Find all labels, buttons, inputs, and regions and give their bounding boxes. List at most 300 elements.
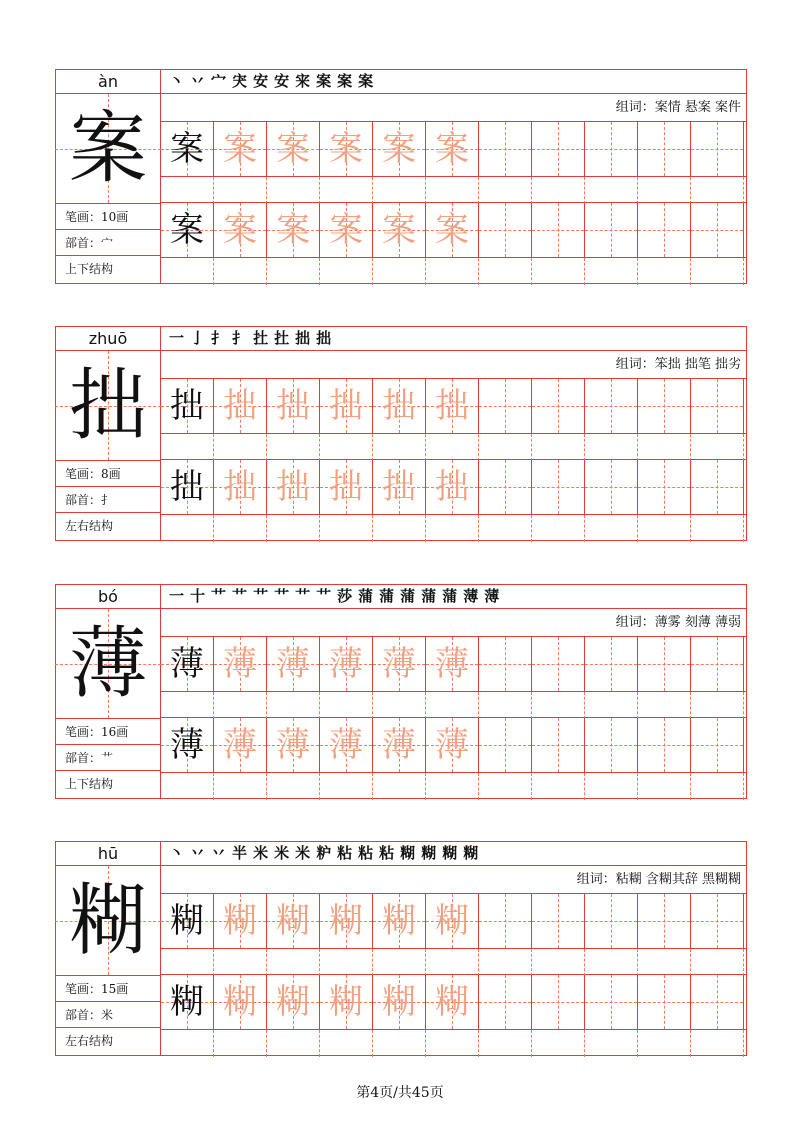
stroke-step: 蒲: [421, 587, 437, 605]
strip-cell[interactable]: [585, 949, 638, 976]
stroke-step: 扗: [274, 329, 290, 347]
practice-cell[interactable]: [373, 460, 426, 514]
stroke-step: 米: [295, 844, 311, 862]
practice-model-char: 薄: [170, 644, 204, 684]
practice-model-char: 案: [170, 129, 204, 169]
radical: 部首：宀: [55, 230, 161, 256]
practice-strip: [161, 948, 747, 975]
trace-char: 糊: [329, 982, 363, 1022]
practice-cell[interactable]: [161, 637, 214, 691]
practice-cell[interactable]: [214, 203, 267, 257]
strip-cell[interactable]: [267, 692, 320, 719]
trace-char: 案: [223, 210, 257, 250]
strip-cell[interactable]: [373, 177, 426, 204]
practice-cell[interactable]: [638, 637, 691, 691]
model-character: 糊: [68, 876, 147, 966]
stroke-step: 糊: [421, 844, 437, 862]
strip-cell[interactable]: [532, 177, 585, 204]
practice-cell[interactable]: [638, 122, 691, 176]
stroke-count: 笔画：10画: [55, 204, 161, 230]
character-info-panel: [55, 69, 161, 284]
strip-cell[interactable]: [691, 434, 744, 461]
stroke-step: 案: [358, 72, 374, 90]
strip-cell[interactable]: [267, 177, 320, 204]
practice-cell[interactable]: [267, 975, 320, 1029]
practice-cell[interactable]: [214, 379, 267, 433]
practice-cell[interactable]: [320, 718, 373, 772]
practice-cell[interactable]: [214, 718, 267, 772]
strip-cell[interactable]: [479, 515, 532, 542]
practice-cell[interactable]: [267, 203, 320, 257]
stroke-step: 扌: [232, 329, 248, 347]
practice-row: [161, 203, 747, 284]
trace-char: 糊: [223, 901, 257, 941]
stroke-step: 丶: [169, 72, 185, 90]
stroke-count: 笔画：8画: [55, 461, 161, 487]
practice-cell[interactable]: [214, 460, 267, 514]
practice-cell[interactable]: [691, 379, 744, 433]
strip-cell[interactable]: [161, 177, 214, 204]
stroke-step: 艹: [316, 587, 332, 605]
trace-char: 案: [435, 129, 469, 169]
practice-strip: [161, 433, 747, 460]
character-info-panel: [55, 841, 161, 1056]
strip-cell[interactable]: [161, 1030, 214, 1057]
strip-cell[interactable]: [691, 949, 744, 976]
strip-cell[interactable]: [161, 773, 214, 800]
practice-cell[interactable]: [267, 122, 320, 176]
trace-char: 拙: [435, 386, 469, 426]
trace-char: 薄: [329, 725, 363, 765]
practice-cell[interactable]: [267, 460, 320, 514]
practice-model-char: 案: [170, 210, 204, 250]
practice-strip: [161, 691, 747, 718]
word-examples-label: 组词：: [615, 100, 655, 115]
stroke-order: [161, 69, 747, 94]
stroke-step: 丷: [190, 72, 206, 90]
strip-cell[interactable]: [161, 692, 214, 719]
strip-cell[interactable]: [479, 1030, 532, 1057]
practice-cell[interactable]: [214, 122, 267, 176]
practice-cell[interactable]: [161, 894, 214, 948]
strip-cell[interactable]: [532, 949, 585, 976]
strip-cell[interactable]: [638, 773, 691, 800]
practice-cell[interactable]: [638, 203, 691, 257]
strip-cell[interactable]: [691, 258, 744, 285]
trace-char: 薄: [329, 644, 363, 684]
practice-cell[interactable]: [479, 894, 532, 948]
practice-cell[interactable]: [426, 718, 479, 772]
practice-cell[interactable]: [214, 894, 267, 948]
practice-cell[interactable]: [479, 379, 532, 433]
word-examples-text: 薄雾 刻薄 薄弱: [654, 615, 741, 630]
strip-cell[interactable]: [426, 515, 479, 542]
strip-cell[interactable]: [267, 949, 320, 976]
practice-cell[interactable]: [585, 637, 638, 691]
practice-cell[interactable]: [426, 894, 479, 948]
stroke-step: 艹: [253, 587, 269, 605]
stroke-step: 米: [274, 844, 290, 862]
trace-char: 案: [382, 210, 416, 250]
practice-cell[interactable]: [373, 975, 426, 1029]
practice-cell[interactable]: [214, 637, 267, 691]
practice-cell[interactable]: [479, 203, 532, 257]
strip-cell[interactable]: [214, 258, 267, 285]
strip-cell[interactable]: [214, 515, 267, 542]
stroke-step: 丶: [169, 844, 185, 862]
practice-cell[interactable]: [320, 460, 373, 514]
stroke-count: 笔画：16画: [55, 719, 161, 745]
strip-cell[interactable]: [320, 692, 373, 719]
strip-cell[interactable]: [638, 692, 691, 719]
practice-row: [161, 894, 747, 975]
practice-cell[interactable]: [373, 637, 426, 691]
trace-char: 薄: [435, 725, 469, 765]
stroke-step: 宩: [295, 72, 311, 90]
trace-char: 薄: [435, 644, 469, 684]
pinyin: àn: [55, 69, 161, 94]
stroke-step: 丷: [190, 844, 206, 862]
strip-cell[interactable]: [214, 1030, 267, 1057]
practice-cell[interactable]: [638, 718, 691, 772]
strip-cell[interactable]: [373, 515, 426, 542]
practice-cell[interactable]: [320, 975, 373, 1029]
practice-model-char: 糊: [170, 982, 204, 1022]
practice-strip: [161, 1029, 747, 1056]
stroke-step: 薄: [484, 587, 500, 605]
practice-cell[interactable]: [638, 894, 691, 948]
stroke-count: 笔画：15画: [55, 976, 161, 1002]
stroke-step: 一: [169, 587, 185, 605]
practice-cell[interactable]: [638, 379, 691, 433]
practice-cell[interactable]: [585, 718, 638, 772]
strip-cell[interactable]: [479, 692, 532, 719]
strip-cell[interactable]: [161, 949, 214, 976]
stroke-step: 艹: [211, 587, 227, 605]
strip-cell[interactable]: [638, 258, 691, 285]
practice-cell[interactable]: [373, 894, 426, 948]
strip-cell[interactable]: [161, 434, 214, 461]
strip-cell[interactable]: [479, 773, 532, 800]
word-examples-label: 组词：: [576, 872, 616, 887]
strip-cell[interactable]: [373, 434, 426, 461]
practice-cell[interactable]: [532, 203, 585, 257]
model-character: 案: [68, 104, 147, 194]
strip-cell[interactable]: [638, 949, 691, 976]
stroke-step: 亅: [190, 329, 206, 347]
practice-cell[interactable]: [161, 718, 214, 772]
character-info-panel: [55, 326, 161, 541]
practice-cell[interactable]: [532, 894, 585, 948]
practice-row: [161, 718, 747, 799]
model-character-box: [55, 866, 161, 976]
practice-cell[interactable]: [532, 122, 585, 176]
strip-cell[interactable]: [320, 177, 373, 204]
strip-cell[interactable]: [638, 177, 691, 204]
strip-cell[interactable]: [267, 434, 320, 461]
trace-char: 案: [276, 129, 310, 169]
strip-cell[interactable]: [267, 515, 320, 542]
stroke-step: 扗: [253, 329, 269, 347]
practice-cell[interactable]: [426, 460, 479, 514]
practice-strip: [161, 514, 747, 541]
strip-cell[interactable]: [373, 258, 426, 285]
strip-cell[interactable]: [532, 258, 585, 285]
practice-cell[interactable]: [373, 718, 426, 772]
strip-cell[interactable]: [214, 434, 267, 461]
model-character-box: [55, 609, 161, 719]
model-character-box: [55, 94, 161, 204]
pinyin: zhuō: [55, 326, 161, 351]
practice-model-char: 拙: [170, 467, 204, 507]
strip-cell[interactable]: [426, 949, 479, 976]
practice-cell[interactable]: [161, 122, 214, 176]
strip-cell[interactable]: [267, 258, 320, 285]
strip-cell[interactable]: [161, 258, 214, 285]
word-examples-label: 组词：: [615, 615, 655, 630]
strip-cell[interactable]: [532, 515, 585, 542]
strip-cell[interactable]: [585, 434, 638, 461]
practice-cell[interactable]: [426, 379, 479, 433]
practice-cell[interactable]: [585, 894, 638, 948]
strip-cell[interactable]: [320, 515, 373, 542]
practice-cell[interactable]: [532, 379, 585, 433]
practice-cell[interactable]: [214, 975, 267, 1029]
practice-cell[interactable]: [426, 975, 479, 1029]
practice-cell[interactable]: [691, 637, 744, 691]
strip-cell[interactable]: [426, 1030, 479, 1057]
trace-char: 拙: [435, 467, 469, 507]
stroke-step: 丷: [211, 844, 227, 862]
stroke-step: 案: [337, 72, 353, 90]
stroke-step: 宀: [211, 72, 227, 90]
practice-cell[interactable]: [691, 122, 744, 176]
character-block: [55, 841, 747, 1056]
trace-char: 薄: [276, 725, 310, 765]
strip-cell[interactable]: [691, 1030, 744, 1057]
strip-cell[interactable]: [320, 434, 373, 461]
practice-cell[interactable]: [691, 718, 744, 772]
structure: 上下结构: [65, 777, 114, 791]
strip-cell[interactable]: [426, 773, 479, 800]
practice-cell[interactable]: [585, 460, 638, 514]
word-examples: [161, 351, 747, 379]
practice-cell[interactable]: [320, 379, 373, 433]
strip-cell[interactable]: [214, 773, 267, 800]
practice-cell[interactable]: [532, 460, 585, 514]
practice-row: [161, 122, 747, 203]
word-examples: [161, 609, 747, 637]
practice-cell[interactable]: [691, 894, 744, 948]
practice-cell[interactable]: [320, 637, 373, 691]
strip-cell[interactable]: [532, 434, 585, 461]
page-number: 第4页/共45页: [356, 1085, 444, 1101]
strip-cell[interactable]: [585, 773, 638, 800]
strip-cell[interactable]: [214, 949, 267, 976]
stroke-step: 蒲: [400, 587, 416, 605]
stroke-step: 莎: [337, 587, 353, 605]
practice-cell[interactable]: [585, 203, 638, 257]
practice-cell[interactable]: [479, 460, 532, 514]
strip-cell[interactable]: [214, 692, 267, 719]
trace-char: 拙: [329, 386, 363, 426]
stroke-step: 扌: [211, 329, 227, 347]
practice-cell[interactable]: [161, 379, 214, 433]
strip-cell[interactable]: [320, 773, 373, 800]
trace-char: 案: [382, 129, 416, 169]
practice-cell[interactable]: [161, 203, 214, 257]
practice-cell[interactable]: [373, 379, 426, 433]
practice-cell[interactable]: [161, 975, 214, 1029]
trace-char: 拙: [329, 467, 363, 507]
trace-char: 案: [223, 129, 257, 169]
practice-cell[interactable]: [426, 122, 479, 176]
trace-char: 糊: [382, 982, 416, 1022]
strip-cell[interactable]: [320, 949, 373, 976]
practice-cell[interactable]: [373, 203, 426, 257]
practice-cell[interactable]: [267, 718, 320, 772]
strip-cell[interactable]: [585, 1030, 638, 1057]
stroke-step: 艹: [232, 587, 248, 605]
trace-char: 糊: [435, 901, 469, 941]
practice-strip: [161, 176, 747, 203]
practice-cell[interactable]: [479, 637, 532, 691]
word-examples: [161, 94, 747, 122]
strip-cell[interactable]: [479, 949, 532, 976]
practice-cell[interactable]: [267, 637, 320, 691]
stroke-order: [161, 326, 747, 351]
stroke-step: 粐: [316, 844, 332, 862]
strip-cell[interactable]: [691, 692, 744, 719]
strip-cell[interactable]: [267, 1030, 320, 1057]
stroke-step: 糊: [442, 844, 458, 862]
strip-cell[interactable]: [532, 692, 585, 719]
practice-strip: [161, 257, 747, 284]
practice-cell[interactable]: [691, 460, 744, 514]
practice-cell[interactable]: [691, 975, 744, 1029]
strip-cell[interactable]: [214, 177, 267, 204]
practice-cell[interactable]: [320, 203, 373, 257]
strip-cell[interactable]: [373, 949, 426, 976]
trace-char: 薄: [223, 725, 257, 765]
trace-char: 薄: [382, 644, 416, 684]
stroke-step: 米: [253, 844, 269, 862]
strip-cell[interactable]: [373, 773, 426, 800]
stroke-step: 蒲: [442, 587, 458, 605]
practice-cell[interactable]: [479, 122, 532, 176]
trace-char: 糊: [276, 982, 310, 1022]
practice-cell[interactable]: [161, 460, 214, 514]
practice-cell[interactable]: [479, 975, 532, 1029]
trace-char: 案: [276, 210, 310, 250]
practice-cell[interactable]: [267, 894, 320, 948]
stroke-step: 蒲: [379, 587, 395, 605]
practice-cell[interactable]: [638, 460, 691, 514]
stroke-step: 拙: [316, 329, 332, 347]
practice-cell[interactable]: [532, 975, 585, 1029]
strip-cell[interactable]: [426, 434, 479, 461]
stroke-step: 粘: [379, 844, 395, 862]
practice-cell[interactable]: [373, 122, 426, 176]
strip-cell[interactable]: [320, 1030, 373, 1057]
model-character: 拙: [68, 361, 147, 451]
strip-cell[interactable]: [638, 515, 691, 542]
stroke-step: 艹: [295, 587, 311, 605]
strip-cell[interactable]: [426, 258, 479, 285]
strip-cell[interactable]: [267, 773, 320, 800]
strip-cell[interactable]: [320, 258, 373, 285]
stroke-step: 粘: [337, 844, 353, 862]
strip-cell[interactable]: [638, 1030, 691, 1057]
character-block: [55, 69, 747, 284]
strip-cell[interactable]: [373, 1030, 426, 1057]
practice-cell[interactable]: [691, 203, 744, 257]
trace-char: 糊: [223, 982, 257, 1022]
stroke-step: 安: [253, 72, 269, 90]
strip-cell[interactable]: [691, 177, 744, 204]
word-examples-text: 笨拙 拙笔 拙劣: [654, 357, 741, 372]
practice-cell[interactable]: [585, 379, 638, 433]
practice-cell[interactable]: [638, 975, 691, 1029]
practice-cell[interactable]: [426, 637, 479, 691]
strip-cell[interactable]: [532, 1030, 585, 1057]
model-character-box: [55, 351, 161, 461]
strip-cell[interactable]: [585, 258, 638, 285]
trace-char: 糊: [276, 901, 310, 941]
practice-cell[interactable]: [479, 718, 532, 772]
practice-cell[interactable]: [320, 894, 373, 948]
strip-cell[interactable]: [373, 692, 426, 719]
strip-cell[interactable]: [479, 258, 532, 285]
strip-cell[interactable]: [426, 692, 479, 719]
practice-cell[interactable]: [532, 718, 585, 772]
strip-cell[interactable]: [479, 434, 532, 461]
trace-char: 薄: [382, 725, 416, 765]
word-examples: [161, 866, 747, 894]
stroke-step: 糊: [463, 844, 479, 862]
strip-cell[interactable]: [161, 515, 214, 542]
stroke-step: 案: [316, 72, 332, 90]
practice-cell[interactable]: [320, 122, 373, 176]
trace-char: 拙: [382, 386, 416, 426]
strip-cell[interactable]: [585, 515, 638, 542]
practice-cell[interactable]: [532, 637, 585, 691]
radical: 部首：扌: [55, 487, 161, 513]
practice-cell[interactable]: [585, 122, 638, 176]
practice-cell[interactable]: [267, 379, 320, 433]
trace-char: 案: [329, 210, 363, 250]
structure: 上下结构: [65, 262, 114, 276]
character-block: [55, 326, 747, 541]
strip-cell[interactable]: [638, 434, 691, 461]
strip-cell[interactable]: [479, 177, 532, 204]
stroke-step: 艹: [274, 587, 290, 605]
strip-cell[interactable]: [585, 692, 638, 719]
stroke-step: 一: [169, 329, 185, 347]
stroke-step: 拙: [295, 329, 311, 347]
practice-cell[interactable]: [585, 975, 638, 1029]
word-examples-label: 组词：: [615, 357, 655, 372]
structure: 左右结构: [65, 1034, 114, 1048]
strip-cell[interactable]: [585, 177, 638, 204]
strip-cell[interactable]: [691, 515, 744, 542]
strip-cell[interactable]: [691, 773, 744, 800]
practice-cell[interactable]: [426, 203, 479, 257]
word-examples-text: 案情 悬案 案件: [654, 100, 741, 115]
strip-cell[interactable]: [426, 177, 479, 204]
stroke-step: 宊: [232, 72, 248, 90]
strip-cell[interactable]: [532, 773, 585, 800]
